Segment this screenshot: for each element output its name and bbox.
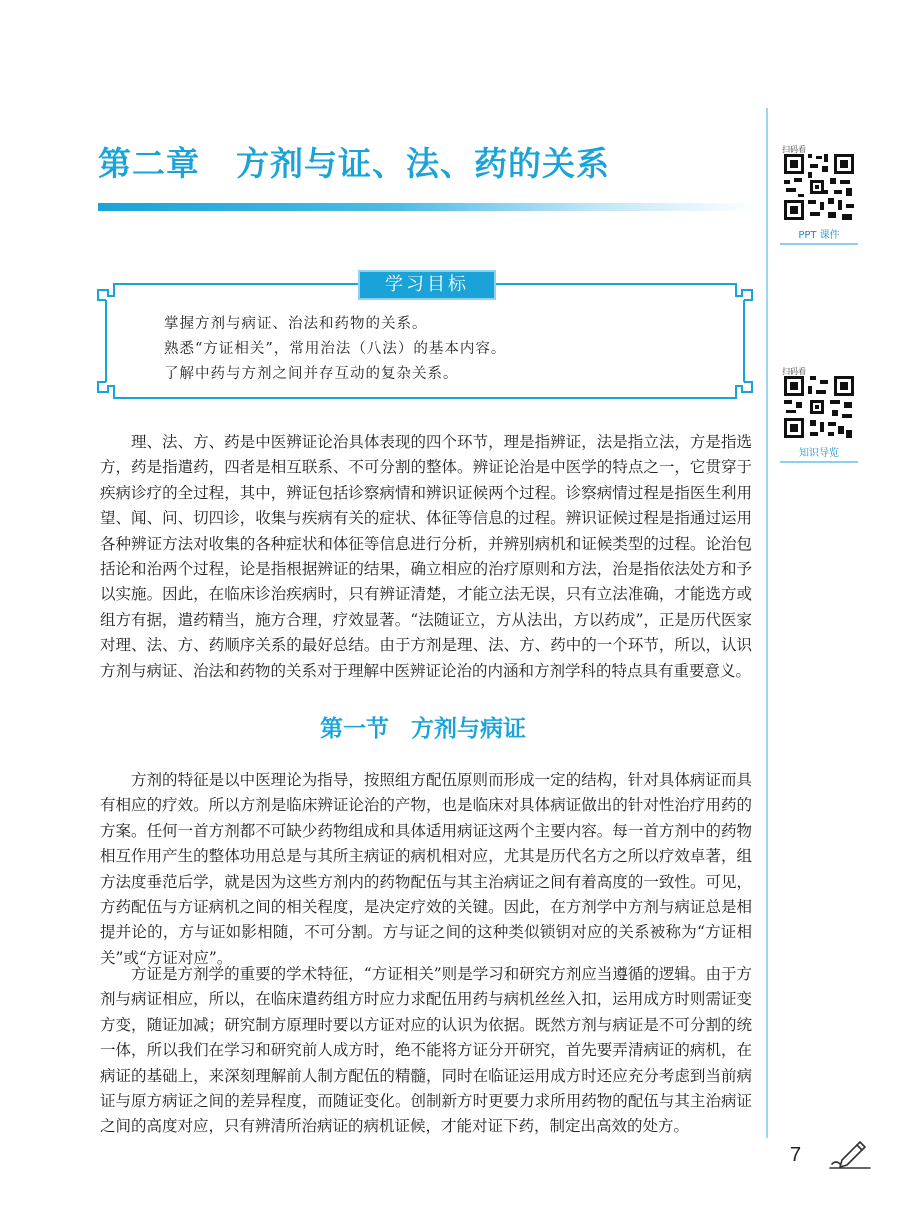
chapter-name: 方剂与证、法、药的关系: [236, 144, 610, 183]
qr-code-icon[interactable]: [780, 150, 858, 224]
qr-code-icon[interactable]: [780, 372, 858, 442]
section-paragraph-2: 方证是方剂学的重要的学术特征，“方证相关”则是学习和研究方剂应当遵循的逻辑。由于方剂与病证相应，所以，在临床遣药组方时应力求配伍用药与病机丝丝入扣，运用成方时则需证变方变，随证加减；研究制方原理时要以方证对应的认识为依据。既然方剂与病证是不可分割的统一体，所以我们在学习和研究前人成方时，绝不能将方证分开研究，首先要弄清病证的病机，在病证的基础上，来深刻理解前人制方配伍的精髓，同时在临证运用成方时还应充分考虑到当前病证与原方病证之间的差异程度，而随证变化。创制新方时更要力求所用药物的配伍与其主治病证之间的高度对应，只有辨清所治病证的病机证候，才能对证下药，制定出高效的处方。: [100, 965, 752, 1136]
qr-tag: 扫码看: [782, 367, 806, 376]
qr-resource-guide[interactable]: [780, 367, 858, 463]
pen-note-icon: [828, 1138, 872, 1170]
page-number: 7: [790, 1144, 802, 1166]
chapter-title: [98, 138, 610, 185]
qr-resource-ppt[interactable]: [780, 145, 858, 245]
chapter-number: 第二章: [98, 144, 200, 183]
intro-paragraph: 理、法、方、药是中医辨证论治具体表现的四个环节，理是指辨证，法是指立法，方是指选方，药是指遣药，四者是相互联系、不可分割的整体。辨证论治是中医学的特点之一，它贯穿于疾病诊疗的全过程，其中，辨证包括诊察病情和辨识证候两个过程。诊察病情过程是指医生利用望、闻、问、切四诊，收集与疾病有关的症状、体征等信息的过程。辨识证候过程是指通过运用各种辨证方法对收集的各种症状和体征等信息进行分析，并辨别病机和证候类型的过程。论治包括论和治两个过程，论是指根据辨证的结果，确立相应的治疗原则和方法，治是指依法处方和予以实施。因此，在临床诊治疾病时，只有辨证清楚，才能立法无误，只有立法准确，才能选方或组方有据，遣药精当，施方合理，疗效显著。“法随证立，方从法出，方以药成”，正是历代医家对理、法、方、药顺序关系的最好总结。由于方剂是理、法、方、药中的一个环节，所以，认识方剂与病证、治法和药物的关系对于理解中医辨证论治的内涵和方剂学科的特点具有重要意义。: [100, 433, 752, 680]
section-title: [320, 710, 526, 743]
qr-caption-ppt: PPT 课件: [780, 226, 858, 245]
margin-rule: [766, 108, 768, 1138]
list-item: 熟悉“方证相关”，常用治法（八法）的基本内容。: [164, 341, 507, 357]
section-paragraph-1: 方剂的特征是以中医理论为指导，按照组方配伍原则而形成一定的结构，针对具体病证而具有相应的疗效。所以方剂是临床辨证论治的产物，也是临床对具体病证做出的针对性治疗用药的方案。任何一首方剂都不可缺少药物组成和具体适用病证这两个主要内容。每一首方剂中的药物相互作用产生的整体功用总是与其所主病证的病机相对应，尤其是历代名方之所以疗效卓著，组方法度垂范后学，就是因为这些方剂内的药物配伍与其主治病证之间有着高度的一致性。可见，方药配伍与方证病机之间的相关程度，是决定疗效的关键。因此，在方剂学中方剂与病证总是相提并论的，方与证如影相随，不可分割。方与证之间的这种类似锁钥对应的关系被称为“方证相关”或“方证对应”。: [100, 771, 752, 967]
section-number: 第一节: [320, 716, 389, 742]
list-item: 掌握方剂与病证、治法和药物的关系。: [164, 316, 428, 332]
section-name: 方剂与病证: [411, 716, 526, 742]
learning-goals-box: [96, 270, 754, 410]
qr-caption-guide: 知识导览: [780, 444, 858, 463]
learning-goals-list: [164, 312, 506, 387]
learning-goals-label: 学习目标: [358, 270, 496, 300]
list-item: 了解中药与方剂之间并存互动的复杂关系。: [164, 366, 459, 382]
qr-tag: 扫码看: [782, 145, 806, 154]
title-underline: [98, 203, 758, 211]
